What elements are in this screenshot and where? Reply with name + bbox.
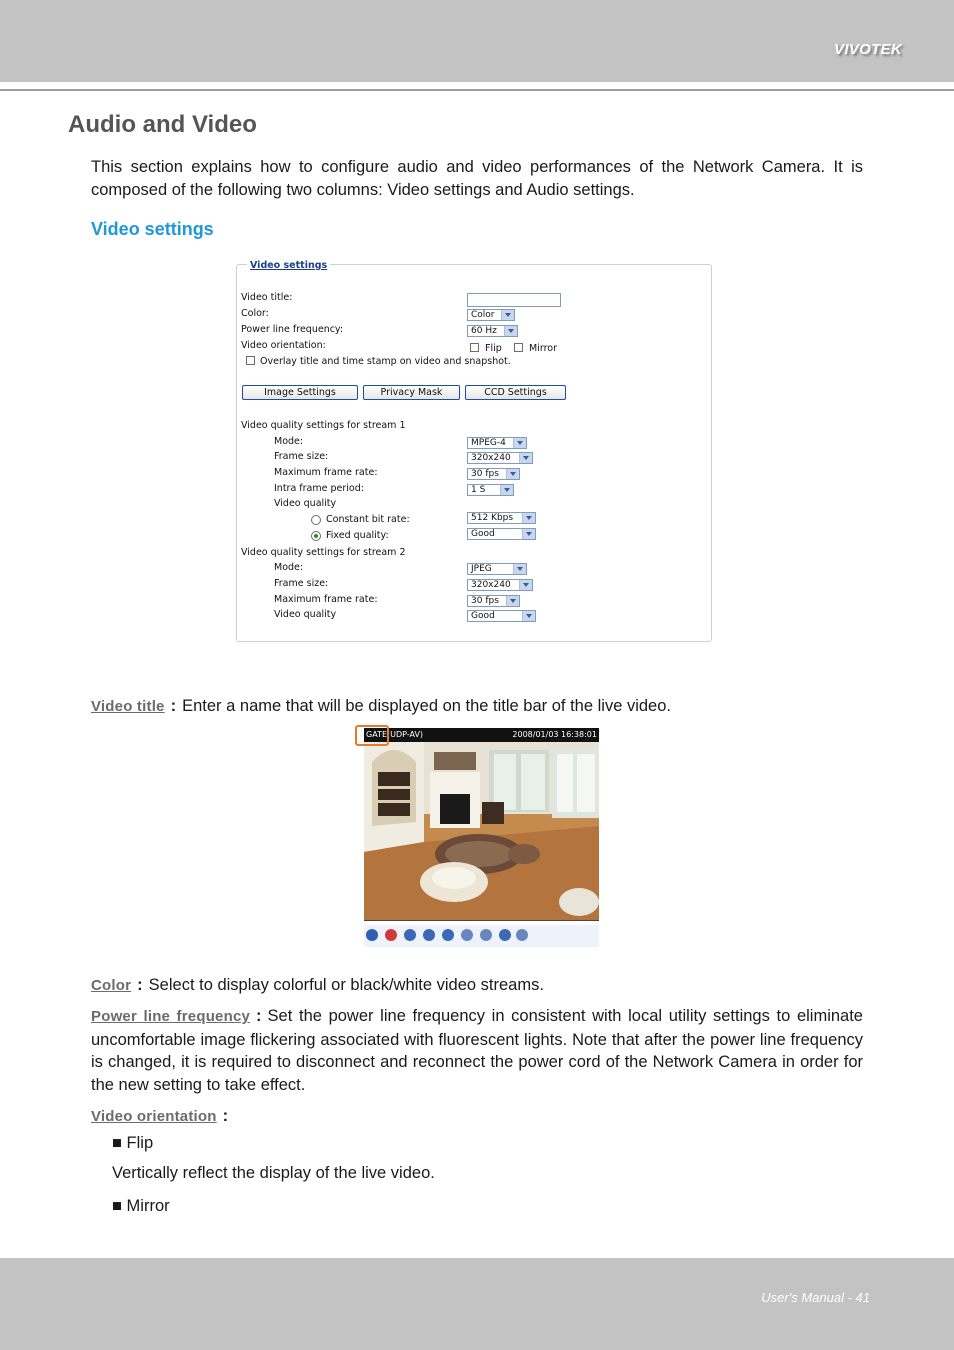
- stream1-fixed-label: Fixed quality:: [326, 530, 389, 541]
- stop-icon[interactable]: [442, 929, 454, 941]
- live-video-image: [364, 742, 599, 921]
- video-title-bar: [364, 728, 599, 742]
- stream2-mode-label: Mode:: [274, 562, 304, 573]
- stream1-frame-size-label: Frame size:: [274, 451, 329, 462]
- video-title-label: Video title:: [241, 292, 293, 303]
- talk-icon[interactable]: [499, 929, 511, 941]
- video-control-bar: [364, 925, 599, 947]
- video-title-term: Video title: [91, 698, 165, 715]
- stream2-max-rate-select[interactable]: [467, 595, 520, 607]
- zoom-icon[interactable]: [366, 929, 378, 941]
- power-line-text: Set the power line frequency in consistent with local utility settings to eliminate uncomfortable image flickering associated with fluorescent lights. Note that after the power line frequency is changed, it is required to disconnect and reconnect the power cord of the Network Camera in order for the new setting to take effect.: [91, 1007, 863, 1094]
- stream1-fixed-value: Good: [471, 529, 495, 539]
- video-title-description: [91, 695, 863, 719]
- stream2-frame-size-select[interactable]: [467, 579, 533, 591]
- chevron-down-icon: [519, 453, 532, 463]
- record-icon[interactable]: [385, 929, 397, 941]
- power-line-term: Power line frequency: [91, 1008, 251, 1025]
- flip-description: Vertically reflect the display of the live video.: [112, 1164, 435, 1182]
- header-divider: [0, 89, 954, 91]
- stream1-intra-value: 1 S: [471, 485, 486, 495]
- stream2-frame-size-value: 320x240: [471, 580, 511, 590]
- volume-icon[interactable]: [461, 929, 473, 941]
- stream1-cbr-select[interactable]: [467, 512, 536, 524]
- stream1-max-rate-select[interactable]: [467, 468, 520, 480]
- chevron-down-icon: [500, 485, 513, 495]
- ccd-settings-button[interactable]: CCD Settings: [465, 385, 566, 400]
- mirror-checkbox[interactable]: [514, 343, 523, 352]
- color-select-value: Color: [471, 310, 495, 320]
- stream2-frame-size-label: Frame size:: [274, 578, 329, 589]
- stream2-quality-select[interactable]: [467, 610, 536, 622]
- stream1-frame-size-value: 320x240: [471, 453, 511, 463]
- stream1-intra-select[interactable]: [467, 484, 514, 496]
- flip-item: ■ Flip: [112, 1134, 154, 1152]
- stream2-quality-label: Video quality: [274, 609, 337, 620]
- power-line-label: Power line frequency:: [241, 324, 344, 335]
- video-orientation-description: [91, 1105, 863, 1129]
- colon-separator: :: [137, 976, 143, 994]
- stream1-heading: Video quality settings for stream 1: [241, 420, 406, 431]
- stream1-cbr-label: Constant bit rate:: [326, 514, 410, 525]
- section-heading: Video settings: [91, 219, 214, 239]
- overlay-label: Overlay title and time stamp on video and snapshot.: [260, 356, 511, 367]
- power-line-select[interactable]: [467, 325, 518, 337]
- stream1-fixed-select[interactable]: [467, 528, 536, 540]
- flip-checkbox[interactable]: [470, 343, 479, 352]
- chevron-down-icon: [513, 438, 526, 448]
- room-scene-image: [364, 742, 599, 920]
- brand-logo: VIVOTEK: [834, 41, 902, 58]
- camera-timestamp: 2008/01/03 16:38:01: [512, 730, 597, 739]
- stream2-max-rate-label: Maximum frame rate:: [274, 594, 378, 605]
- image-settings-button[interactable]: Image Settings: [242, 385, 358, 400]
- chevron-down-icon: [513, 564, 526, 574]
- chevron-down-icon: [519, 580, 532, 590]
- chevron-down-icon: [501, 310, 514, 320]
- color-select[interactable]: [467, 309, 515, 321]
- stream1-mode-label: Mode:: [274, 436, 304, 447]
- stream1-mode-value: MPEG-4: [471, 438, 506, 448]
- stream2-max-rate-value: 30 fps: [471, 596, 499, 606]
- color-term: Color: [91, 977, 132, 994]
- orientation-label: Video orientation:: [241, 340, 326, 351]
- stream1-cbr-value: 512 Kbps: [471, 513, 514, 523]
- colon-separator: :: [222, 1107, 229, 1125]
- chevron-down-icon: [522, 611, 535, 621]
- page-title: Audio and Video: [68, 111, 257, 138]
- chevron-down-icon: [522, 529, 535, 539]
- stream1-max-rate-label: Maximum frame rate:: [274, 467, 378, 478]
- color-description: [91, 974, 863, 998]
- chevron-down-icon: [522, 513, 535, 523]
- stream2-quality-value: Good: [471, 611, 495, 621]
- power-line-description: [91, 1005, 863, 1096]
- intro-paragraph: This section explains how to configure audio and video performances of the Network Camera. It is composed of the following two columns: Video settings and Audio settings.: [91, 158, 863, 199]
- panel-legend: Video settings: [247, 260, 330, 271]
- video-settings-panel: [236, 260, 712, 642]
- chevron-down-icon: [506, 596, 519, 606]
- colon-separator: :: [256, 1007, 262, 1025]
- header-band: [0, 0, 954, 82]
- snapshot-icon[interactable]: [404, 929, 416, 941]
- mirror-label: Mirror: [529, 343, 557, 354]
- stream2-mode-select[interactable]: [467, 563, 527, 575]
- stream1-max-rate-value: 30 fps: [471, 469, 499, 479]
- stream1-intra-label: Intra frame period:: [274, 483, 364, 494]
- chevron-down-icon: [506, 469, 519, 479]
- mute-icon[interactable]: [480, 929, 492, 941]
- video-orientation-term: Video orientation: [91, 1108, 217, 1125]
- chevron-down-icon: [504, 326, 517, 336]
- stream1-frame-size-select[interactable]: [467, 452, 533, 464]
- stream1-mode-select[interactable]: [467, 437, 527, 449]
- color-label: Color:: [241, 308, 269, 319]
- stream1-cbr-radio[interactable]: [311, 515, 321, 525]
- colon-separator: :: [170, 697, 177, 715]
- live-video-viewer: [364, 728, 599, 947]
- video-title-text: Enter a name that will be displayed on the title bar of the live video.: [182, 697, 671, 715]
- power-line-select-value: 60 Hz: [471, 326, 497, 336]
- stream1-fixed-radio[interactable]: [311, 531, 321, 541]
- stream1-quality-label: Video quality: [274, 498, 337, 509]
- pause-icon[interactable]: [423, 929, 435, 941]
- overlay-checkbox[interactable]: [246, 356, 255, 365]
- color-text: Select to display colorful or black/white video streams.: [148, 976, 544, 994]
- video-title-input[interactable]: [467, 293, 561, 307]
- page-number: User's Manual - 41: [761, 1290, 870, 1305]
- stream2-mode-value: JPEG: [471, 564, 492, 574]
- flip-label: Flip: [485, 343, 502, 354]
- stream2-heading: Video quality settings for stream 2: [241, 547, 406, 558]
- microphone-icon[interactable]: [516, 929, 528, 941]
- camera-title: GATE(UDP-AV): [366, 730, 424, 739]
- mirror-item: ■ Mirror: [112, 1197, 170, 1215]
- title-highlight-box: [355, 725, 389, 746]
- privacy-mask-button[interactable]: Privacy Mask: [363, 385, 460, 400]
